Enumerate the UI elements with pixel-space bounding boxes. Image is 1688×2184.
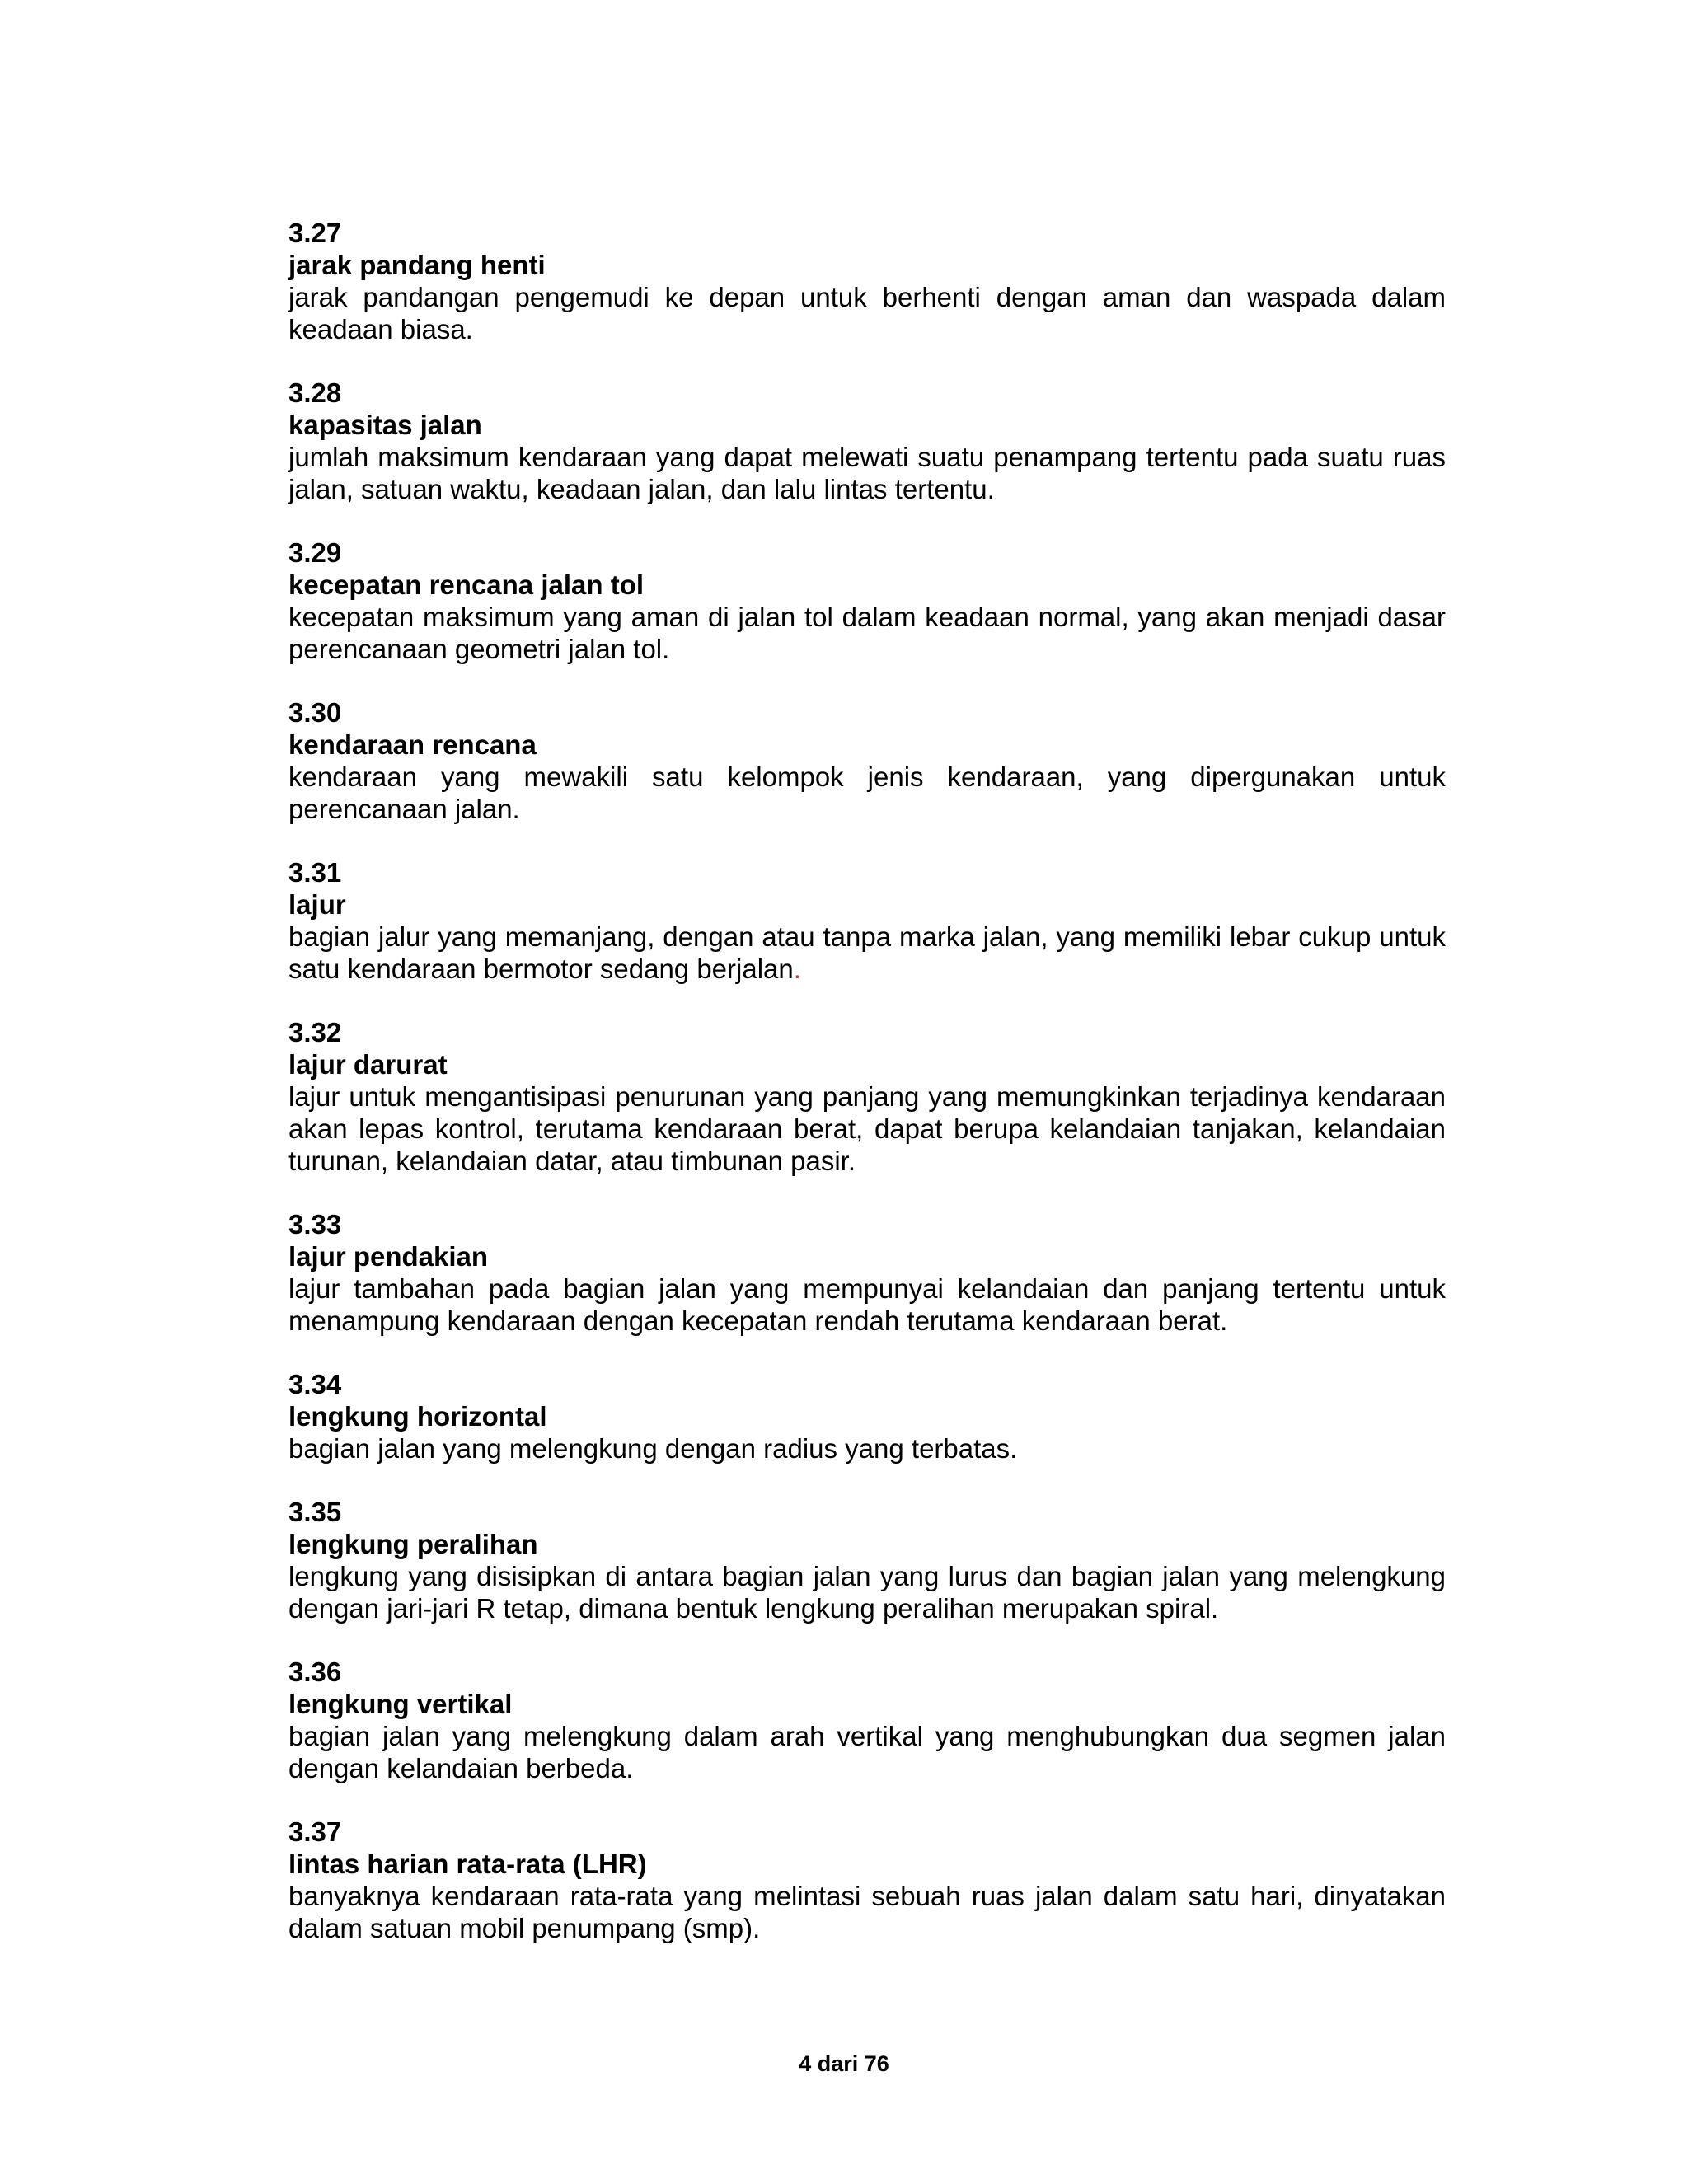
definition-entry (288, 1208, 1446, 1337)
entry-term: lengkung vertikal (288, 1689, 513, 1719)
definition-entry (288, 1656, 1446, 1784)
entry-number: 3.28 (288, 377, 342, 408)
definition-entry (288, 377, 1446, 505)
entry-term: lajur (288, 889, 346, 920)
definition-entry (288, 1496, 1446, 1624)
definition-entry (288, 1016, 1446, 1177)
entry-definition: kendaraan yang mewakili satu kelompok jenis kendaraan, yang dipergunakan untuk perencanaan jalan. (288, 762, 1446, 824)
entry-number: 3.34 (288, 1369, 342, 1399)
entry-term: lengkung peralihan (288, 1529, 538, 1559)
entry-definition: lengkung yang disisipkan di antara bagian jalan yang lurus dan bagian jalan yang melengkung dengan jari-jari R tetap, dimana bentuk lengkung peralihan merupakan spiral. (288, 1561, 1446, 1624)
entry-number: 3.32 (288, 1017, 342, 1047)
definition-entry (288, 217, 1446, 345)
entry-term: kendaraan rencana (288, 729, 537, 760)
page-number: 4 dari 76 (799, 2051, 889, 2076)
entry-number: 3.29 (288, 537, 342, 568)
entry-definition-text: bagian jalur yang memanjang, dengan atau tanpa marka jalan, yang memiliki lebar cukup untuk satu kendaraan bermotor sedang berjalan (288, 921, 1446, 984)
entry-number: 3.37 (288, 1816, 342, 1847)
definitions-section (288, 217, 1446, 1975)
definition-entry (288, 537, 1446, 665)
entry-term: lajur darurat (288, 1049, 448, 1080)
entry-number: 3.30 (288, 697, 342, 728)
entry-term: lintas harian rata-rata (LHR) (288, 1849, 647, 1879)
entry-definition: bagian jalan yang melengkung dalam arah vertikal yang menghubungkan dua segmen jalan dengan kelandaian berbeda. (288, 1721, 1446, 1783)
entry-number: 3.33 (288, 1209, 342, 1240)
entry-definition: banyaknya kendaraan rata-rata yang melintasi sebuah ruas jalan dalam satu hari, dinyatakan dalam satuan mobil penumpang (smp). (288, 1881, 1446, 1943)
definition-entry (288, 696, 1446, 825)
entry-number: 3.27 (288, 218, 342, 248)
entry-definition: lajur tambahan pada bagian jalan yang mempunyai kelandaian dan panjang tertentu untuk menampung kendaraan dengan kecepatan rendah terutama kendaraan berat. (288, 1273, 1446, 1336)
entry-term: lajur pendakian (288, 1241, 489, 1272)
definition-entry (288, 1816, 1446, 1944)
entry-number: 3.36 (288, 1657, 342, 1687)
entry-definition-end: . (793, 954, 801, 984)
entry-term: lengkung horizontal (288, 1401, 547, 1432)
definition-entry (288, 1368, 1446, 1465)
entry-definition: jarak pandangan pengemudi ke depan untuk berhenti dengan aman dan waspada dalam keadaan biasa. (288, 282, 1446, 344)
entry-number: 3.35 (288, 1497, 342, 1527)
entry-number: 3.31 (288, 857, 342, 888)
definition-entry (288, 856, 1446, 985)
entry-definition (288, 921, 1446, 985)
entry-definition: bagian jalan yang melengkung dengan radius yang terbatas. (288, 1433, 1018, 1464)
entry-definition: lajur untuk mengantisipasi penurunan yang panjang yang memungkinkan terjadinya kendaraan akan lepas kontrol, terutama kendaraan berat, dapat berupa kelandaian tanjakan, kelandaian turunan, kelandaian datar, atau timbunan pasir. (288, 1081, 1446, 1176)
entry-term: jarak pandang henti (288, 250, 546, 280)
entry-term: kapasitas jalan (288, 410, 482, 440)
entry-term: kecepatan rencana jalan tol (288, 569, 645, 600)
entry-definition: jumlah maksimum kendaraan yang dapat melewati suatu penampang tertentu pada suatu ruas jalan, satuan waktu, keadaan jalan, dan lalu lintas tertentu. (288, 442, 1446, 504)
entry-definition: kecepatan maksimum yang aman di jalan tol dalam keadaan normal, yang akan menjadi dasar perencanaan geometri jalan tol. (288, 602, 1446, 664)
